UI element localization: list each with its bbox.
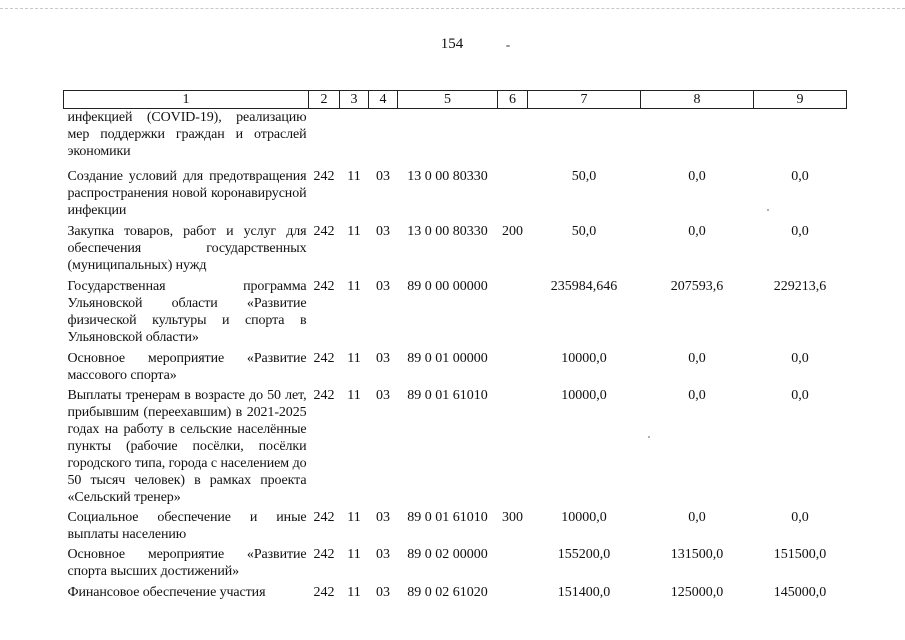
column-header: 4 — [369, 91, 398, 109]
ministry-code: 242 — [313, 510, 335, 525]
ministry-code: 242 — [313, 224, 335, 239]
column-header: 2 — [309, 91, 340, 109]
subsection-code: 03 — [376, 351, 390, 366]
expense-type-code: 200 — [502, 224, 523, 239]
row-description: Социальное обеспечение и иные выплаты населению — [67, 510, 307, 542]
subsection-code: 03 — [376, 279, 390, 294]
table-body — [64, 109, 847, 602]
subsection-code: 03 — [376, 169, 390, 184]
amount-2023: 0,0 — [688, 169, 706, 184]
target-article-code: 89 0 01 61010 — [407, 388, 488, 403]
target-article-code: 89 0 02 00000 — [407, 547, 488, 562]
table-row — [64, 580, 847, 601]
amount-2024: 145000,0 — [773, 585, 827, 600]
amount-2024: 0,0 — [791, 169, 809, 184]
amount-2023: 207593,6 — [670, 279, 724, 294]
section-code: 11 — [347, 547, 361, 562]
subsection-code: 03 — [376, 388, 390, 403]
expense-type-code — [498, 274, 528, 346]
row-description: Создание условий для предотвращения распространения новой коронавирусной инфекции — [67, 169, 307, 218]
target-article-code: 89 0 00 00000 — [407, 279, 488, 294]
amount-2024: 151500,0 — [773, 547, 827, 562]
section-code: 11 — [347, 224, 361, 239]
amount-2023: 0,0 — [688, 351, 706, 366]
amount-2022: 50,0 — [571, 224, 597, 239]
amount-2022: 155200,0 — [557, 547, 611, 562]
row-description: Основное мероприятие «Развитие спорта высших достижений» — [67, 547, 307, 579]
ministry-code: 242 — [313, 585, 335, 600]
ministry-code: 242 — [313, 169, 335, 184]
amount-2022: 10000,0 — [561, 388, 607, 403]
table-row — [64, 109, 847, 161]
ministry-code: 242 — [313, 388, 335, 403]
target-article-code — [398, 109, 498, 161]
amount-2023: 0,0 — [688, 388, 706, 403]
amount-2024: 0,0 — [791, 351, 809, 366]
amount-2022: 235984,646 — [550, 279, 618, 294]
ministry-code: 242 — [313, 547, 335, 562]
table-header — [64, 91, 847, 109]
column-header: 1 — [64, 91, 309, 109]
page-number: 154 — [440, 36, 464, 52]
amount-2022: 151400,0 — [557, 585, 611, 600]
table-row — [64, 543, 847, 580]
ministry-code: 242 — [313, 279, 335, 294]
column-header: 8 — [641, 91, 754, 109]
amount-2023: 125000,0 — [670, 585, 724, 600]
table-row — [64, 346, 847, 384]
table-row — [64, 160, 847, 219]
expense-type-code — [498, 580, 528, 601]
target-article-code: 89 0 01 61010 — [407, 510, 488, 525]
target-article-code: 13 0 00 80330 — [407, 169, 488, 184]
column-header: 5 — [398, 91, 498, 109]
target-article-code: 13 0 00 80330 — [407, 224, 488, 239]
amount-2024 — [754, 109, 847, 161]
expense-type-code — [498, 109, 528, 161]
row-description: Финансовое обеспечение участия — [67, 585, 266, 600]
row-description: Закупка товаров, работ и услуг для обеспечения государственных (муниципальных) нужд — [67, 224, 307, 273]
row-description: инфекцией (COVID-19), реализацию мер поддержки граждан и отраслей экономики — [67, 110, 307, 159]
section-code — [340, 109, 369, 161]
section-code: 11 — [347, 279, 361, 294]
ministry-code — [309, 109, 340, 161]
column-header: 6 — [498, 91, 528, 109]
subsection-code: 03 — [376, 510, 390, 525]
amount-2022: 10000,0 — [561, 351, 607, 366]
scan-edge-line — [0, 8, 905, 9]
amount-2024: 0,0 — [791, 388, 809, 403]
amount-2022: 50,0 — [571, 169, 597, 184]
target-article-code: 89 0 01 00000 — [407, 351, 488, 366]
amount-2024: 0,0 — [791, 224, 809, 239]
table-row — [64, 219, 847, 274]
section-code: 11 — [347, 388, 361, 403]
amount-2022 — [528, 109, 641, 161]
row-description: Государственная программа Ульяновской области «Развитие физической культуры и спорта в Ульяновской области» — [67, 279, 307, 345]
expense-type-code — [498, 346, 528, 384]
amount-2023: 131500,0 — [670, 547, 724, 562]
expense-type-code: 300 — [502, 510, 523, 525]
expense-type-code — [498, 543, 528, 580]
budget-table — [63, 90, 847, 601]
row-description: Основное мероприятие «Развитие массового спорта» — [67, 351, 307, 383]
amount-2023 — [641, 109, 754, 161]
section-code: 11 — [347, 585, 361, 600]
subsection-code — [369, 109, 398, 161]
subsection-code: 03 — [376, 224, 390, 239]
amount-2022: 10000,0 — [561, 510, 607, 525]
column-header: 3 — [340, 91, 369, 109]
column-header: 9 — [754, 91, 847, 109]
scan-speck — [506, 45, 510, 47]
subsection-code: 03 — [376, 585, 390, 600]
ministry-code: 242 — [313, 351, 335, 366]
column-header: 7 — [528, 91, 641, 109]
section-code: 11 — [347, 351, 361, 366]
table-row — [64, 274, 847, 346]
expense-type-code — [498, 384, 528, 506]
amount-2023: 0,0 — [688, 510, 706, 525]
amount-2024: 229213,6 — [773, 279, 827, 294]
subsection-code: 03 — [376, 547, 390, 562]
amount-2023: 0,0 — [688, 224, 706, 239]
amount-2024: 0,0 — [791, 510, 809, 525]
target-article-code: 89 0 02 61020 — [407, 585, 488, 600]
expense-type-code — [498, 160, 528, 219]
table-row — [64, 506, 847, 543]
row-description: Выплаты тренерам в возрасте до 50 лет, прибывшим (переехавшим) в 2021-2025 годах на работу в сельские населённые пункты (рабочие посёлки, посёлки городского типа, города с населением до 50 тысяч человек) в рамках проекта «Сельский тренер» — [67, 388, 307, 505]
table-row — [64, 384, 847, 506]
section-code: 11 — [347, 510, 361, 525]
section-code: 11 — [347, 169, 361, 184]
